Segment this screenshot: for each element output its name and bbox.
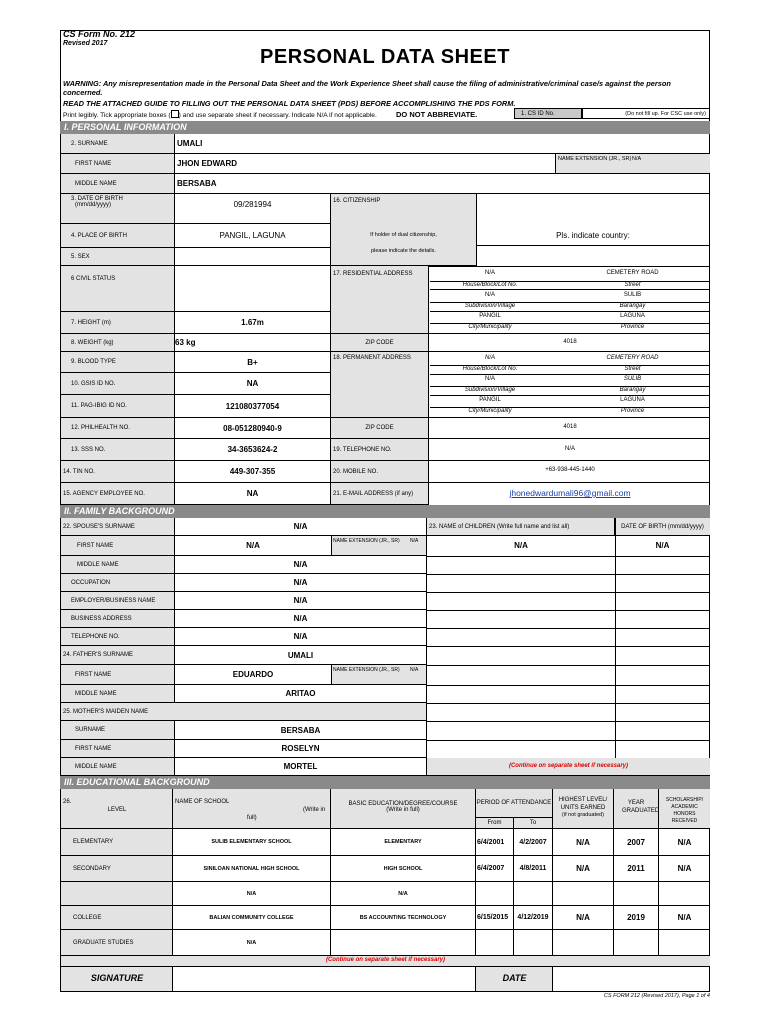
page-footer: CS FORM 212 (Revised 2017), Page 1 of 4	[603, 993, 710, 999]
mother-middle-label: MIDDLE NAME	[61, 758, 175, 776]
spouse-ext-cell[interactable]	[331, 536, 427, 556]
telephone-label: 19. TELEPHONE NO.	[331, 439, 429, 461]
edu-course-cell[interactable]: N/A	[331, 882, 476, 906]
edu-honors-cell[interactable]: N/A	[659, 856, 710, 882]
perm-house-value[interactable]: N/A	[484, 355, 495, 361]
mother-middle-field[interactable]: MORTEL	[175, 758, 427, 776]
mobile-field[interactable]: +63-938-445-1440	[545, 467, 595, 473]
mobile-label: 20. MOBILE NO.	[331, 461, 429, 483]
agency-employee-label: 15. AGENCY EMPLOYEE NO.	[61, 483, 175, 505]
spouse-ext-label: NAME EXTENSION (JR., SR)	[333, 538, 400, 544]
father-ext-value: N/A	[410, 667, 419, 673]
sex-label: 5. SEX	[61, 248, 175, 266]
from-header: From	[476, 818, 514, 829]
gsis-label: 10. GSIS ID NO.	[61, 373, 175, 395]
perm-city-value[interactable]: PANGIL	[479, 397, 501, 403]
edu-course-cell[interactable]: BS ACCOUNTING TECHNOLOGY	[331, 906, 476, 930]
blood-type-label: 9. BLOOD TYPE	[61, 352, 175, 373]
edu-level-cell	[61, 882, 173, 906]
name-extension-label: NAME EXTENSION (JR., SR)	[558, 156, 632, 162]
first-name-label: FIRST NAME	[61, 154, 175, 174]
cs-id-field: (Do not fill up. For CSC use only)	[582, 108, 710, 119]
business-address-label: BUSINESS ADDRESS	[61, 610, 175, 628]
perm-subd-value[interactable]: N/A	[484, 376, 495, 382]
perm-house-caption: House/Block/Lot No.	[462, 366, 518, 372]
form-revision: Revised 2017	[63, 40, 108, 47]
signature-label: SIGNATURE	[90, 973, 144, 983]
edu-level-cell: SECONDARY	[61, 856, 173, 882]
father-first-label: FIRST NAME	[61, 665, 175, 685]
edu-school-cell[interactable]: BALIAN COMMUNITY COLLEGE	[173, 906, 331, 930]
res-brgy-caption: Barangay	[619, 303, 646, 309]
cs-id-label: 1. CS ID No.	[514, 108, 582, 119]
email-label: 21. E-MAIL ADDRESS (if any)	[331, 483, 429, 505]
to-header: To	[514, 818, 553, 829]
perm-subd-caption: Subdivision/Village	[464, 387, 516, 393]
sss-label: 13. SSS NO.	[61, 439, 175, 461]
edu-school-cell[interactable]: SINILOAN NATIONAL HIGH SCHOOL	[173, 856, 331, 882]
father-surname-field[interactable]: UMALI	[175, 646, 427, 665]
res-subd-value[interactable]: N/A	[484, 292, 495, 298]
res-subd-caption: Subdivision/Village	[464, 303, 516, 309]
level-header: 26. LEVEL	[61, 789, 173, 829]
edu-to-cell[interactable]	[514, 882, 553, 906]
highest-level-header: HIGHEST LEVEL/ UNITS EARNED (if not graduated)	[553, 789, 614, 829]
mother-first-field[interactable]: ROSELYN	[175, 740, 427, 758]
child-name-field[interactable]: N/A	[514, 541, 528, 550]
spouse-surname-field[interactable]: N/A	[175, 518, 427, 536]
child-dob-field[interactable]: N/A	[655, 541, 670, 550]
philhealth-field[interactable]: 08-051280940-9	[175, 418, 331, 439]
honors-header: SCHOLARSHIP/ ACADEMIC HONORS RECEIVED	[659, 789, 710, 829]
section-educational-background: III. EDUCATIONAL BACKGROUND	[60, 776, 710, 789]
occupation-field[interactable]: N/A	[175, 574, 427, 592]
course-header: BASIC EDUCATION/DEGREE/COURSE (Write in full)	[331, 789, 476, 829]
form-number: CS Form No. 212	[63, 29, 136, 39]
mother-first-label: FIRST NAME	[61, 740, 175, 758]
res-brgy-value[interactable]: SULIB	[623, 292, 642, 298]
edu-to-cell[interactable]: 4/12/2019	[514, 906, 553, 930]
height-label: 7. HEIGHT (m)	[61, 312, 175, 334]
edu-honors-cell[interactable]	[659, 882, 710, 906]
edu-year-cell[interactable]	[614, 882, 659, 906]
section-family-background: II. FAMILY BACKGROUND	[60, 505, 710, 518]
tick-box	[171, 110, 179, 118]
gsis-field[interactable]: NA	[175, 373, 331, 395]
warning-text: WARNING: Any misrepresentation made in the Personal Data Sheet and the Work Experience Sheet shall cause the filing of administrative/criminal case/s against the person concerned.	[63, 79, 671, 97]
spouse-telephone-field[interactable]: N/A	[175, 628, 427, 646]
res-prov-value[interactable]: LAGUNA	[620, 313, 645, 319]
spouse-surname-label: 22. SPOUSE'S SURNAME	[61, 518, 175, 536]
perm-street-value[interactable]: CEMETERY ROAD	[606, 355, 659, 361]
father-middle-field[interactable]: ARITAO	[175, 685, 427, 703]
occupation-label: OCCUPATION	[61, 574, 175, 592]
perm-street-caption: Street	[624, 366, 641, 372]
father-ext-label: NAME EXTENSION (JR., SR)	[333, 667, 400, 673]
edu-highest-cell[interactable]: N/A	[553, 829, 614, 856]
mother-maiden-label: 25. MOTHER'S MAIDEN NAME	[61, 703, 427, 721]
spouse-ext-value: N/A	[410, 538, 419, 544]
residential-address-label: 17. RESIDENTIAL ADDRESS	[331, 266, 429, 334]
no-abbreviate-note: DO NOT ABBREVIATE.	[396, 110, 478, 119]
edu-school-cell[interactable]: SULIB ELEMENTARY SCHOOL	[173, 829, 331, 856]
edu-from-cell[interactable]	[476, 882, 514, 906]
res-city-caption: City/Municipality	[468, 324, 512, 330]
school-header: NAME OF SCHOOL (Write in full)	[173, 789, 331, 829]
spouse-first-label: FIRST NAME	[61, 536, 175, 556]
guide-text: READ THE ATTACHED GUIDE TO FILLING OUT THE PERSONAL DATA SHEET (PDS) BEFORE ACCOMPLISHING THE PDS FORM.	[63, 99, 516, 108]
civil-status-label: 6 CIVIL STATUS	[61, 266, 175, 312]
dual-citizenship-note-2: please indicate the details.	[371, 248, 436, 254]
dob-label: 3. DATE OF BIRTH (mm/dd/yyyy)	[61, 194, 175, 224]
mother-surname-field[interactable]: BERSABA	[175, 721, 427, 740]
edu-level-cell: ELEMENTARY	[61, 829, 173, 856]
place-of-birth-label: 4. PLACE OF BIRTH	[61, 224, 175, 248]
father-middle-label: MIDDLE NAME	[61, 685, 175, 703]
middle-name-field[interactable]: BERSABA	[175, 174, 710, 194]
father-surname-label: 24. FATHER'S SURNAME	[61, 646, 175, 665]
edu-to-cell[interactable]: 4/8/2011	[514, 856, 553, 882]
place-of-birth-field[interactable]: PANGIL, LAGUNA	[175, 224, 331, 248]
middle-name-label: MIDDLE NAME	[61, 174, 175, 194]
edu-year-cell[interactable]: 2011	[614, 856, 659, 882]
employer-label: EMPLOYER/BUSINESS NAME	[61, 592, 175, 610]
name-extension-cell[interactable]	[555, 154, 710, 174]
philhealth-label: 12. PHILHEALTH NO.	[61, 418, 175, 439]
edu-from-cell[interactable]: 6/4/2001	[476, 829, 514, 856]
perm-brgy-value[interactable]: SULIB	[623, 376, 642, 382]
sss-field[interactable]: 34-3653624-2	[175, 439, 331, 461]
res-zip-label: ZIP CODE	[331, 334, 429, 352]
perm-prov-value[interactable]: LAGUNA	[620, 397, 645, 403]
perm-zip-label: ZIP CODE	[331, 418, 429, 439]
pagibig-label: 11. PAG-IBIG ID NO.	[61, 395, 175, 418]
edu-from-cell[interactable]: 6/15/2015	[476, 906, 514, 930]
period-header: PERIOD OF ATTENDANCE	[476, 789, 553, 818]
edu-school-cell[interactable]: N/A	[173, 882, 331, 906]
spouse-first-field[interactable]: N/A	[175, 536, 331, 556]
edu-highest-cell[interactable]: N/A	[553, 906, 614, 930]
dual-citizenship-note: If holder of dual citizenship,	[370, 232, 437, 238]
spouse-middle-label: MIDDLE NAME	[61, 556, 175, 574]
weight-label: 8. WEIGHT (kg)	[61, 334, 175, 352]
perm-prov-caption: Province	[620, 408, 645, 414]
perm-brgy-caption: Barangay	[619, 387, 646, 393]
year-graduated-header: YEAR GRADUATED	[614, 789, 659, 829]
spouse-middle-field[interactable]: N/A	[175, 556, 427, 574]
date-label: DATE	[502, 973, 527, 983]
res-house-caption: House/Block/Lot No.	[462, 282, 518, 288]
mother-surname-label: SURNAME	[61, 721, 175, 740]
business-address-field[interactable]: N/A	[175, 610, 427, 628]
surname-label: 2. SURNAME	[61, 134, 175, 154]
edu-honors-cell[interactable]	[659, 930, 710, 956]
print-instruction: Print legibly. Tick appropriate boxes ( ) and use separate sheet if necessary. Indicate N/A if not applicable.	[63, 112, 377, 119]
edu-year-cell[interactable]: 2007	[614, 829, 659, 856]
telephone-field[interactable]: N/A	[564, 446, 575, 452]
email-field[interactable]: jhonedwardumali96@gmail.com	[509, 488, 631, 498]
weight-field[interactable]: 63 kg	[175, 334, 331, 352]
dob-field[interactable]: 09/281994	[175, 194, 331, 224]
edu-year-cell[interactable]	[614, 930, 659, 956]
edu-course-cell[interactable]	[331, 930, 476, 956]
citizenship-label: 16. CITIZENSHIP	[331, 194, 476, 266]
res-house-value[interactable]: N/A	[484, 270, 495, 276]
page-title: PERSONAL DATA SHEET	[260, 46, 510, 68]
signature-field[interactable]	[173, 967, 476, 991]
family-continue-note: (Continue on separate sheet if necessary)	[508, 763, 629, 769]
edu-highest-cell[interactable]	[553, 930, 614, 956]
father-ext-cell[interactable]	[331, 665, 427, 685]
edu-to-cell[interactable]: 4/2/2007	[514, 829, 553, 856]
res-city-value[interactable]: PANGIL	[479, 313, 501, 319]
civil-status-field[interactable]	[175, 266, 331, 312]
agency-employee-field[interactable]: NA	[175, 483, 331, 505]
edu-from-cell[interactable]	[476, 930, 514, 956]
edu-continue-note: (Continue on separate sheet if necessary)	[325, 957, 446, 963]
pagibig-field[interactable]: 121080377054	[175, 395, 331, 418]
res-street-value[interactable]: CEMETERY ROAD	[606, 270, 659, 276]
father-first-field[interactable]: EDUARDO	[175, 665, 331, 685]
edu-level-cell: COLLEGE	[61, 906, 173, 930]
permanent-address-label: 18. PERMANENT ADDRESS	[331, 352, 429, 420]
surname-field[interactable]: UMALI	[175, 134, 710, 154]
res-prov-caption: Province	[620, 324, 645, 330]
edu-level-cell: GRADUATE STUDIES	[61, 930, 173, 956]
perm-zip-value[interactable]: 4018	[563, 424, 577, 430]
edu-highest-cell[interactable]	[553, 882, 614, 906]
edu-course-cell[interactable]: HIGH SCHOOL	[331, 856, 476, 882]
edu-school-cell[interactable]: N/A	[173, 930, 331, 956]
edu-from-cell[interactable]: 6/4/2007	[476, 856, 514, 882]
children-label: 23. NAME of CHILDREN (Write full name and list all)	[427, 518, 615, 536]
edu-highest-cell[interactable]: N/A	[553, 856, 614, 882]
spouse-telephone-label: TELEPHONE NO.	[61, 628, 175, 646]
sex-field[interactable]	[175, 248, 331, 266]
employer-field[interactable]: N/A	[175, 592, 427, 610]
edu-honors-cell[interactable]: N/A	[659, 906, 710, 930]
res-zip-value[interactable]: 4018	[563, 339, 577, 345]
blood-type-field[interactable]: B+	[175, 352, 331, 373]
perm-city-caption: City/Municipality	[468, 408, 512, 414]
child-dob-label: DATE OF BIRTH (mm/dd/yyyy)	[615, 518, 710, 536]
date-field[interactable]	[553, 967, 710, 991]
edu-year-cell[interactable]: 2019	[614, 906, 659, 930]
res-street-caption: Street	[624, 282, 641, 288]
edu-course-cell[interactable]: ELEMENTARY	[331, 829, 476, 856]
tin-label: 14. TIN NO.	[61, 461, 175, 483]
edu-to-cell[interactable]	[514, 930, 553, 956]
section-personal-info: I. PERSONAL INFORMATION	[60, 121, 710, 134]
first-name-field[interactable]: JHON EDWARD	[175, 154, 555, 174]
name-extension-value: N/A	[632, 156, 642, 162]
edu-honors-cell[interactable]: N/A	[659, 829, 710, 856]
tin-field[interactable]: 449-307-355	[175, 461, 331, 483]
country-label: Pls. indicate country:	[556, 231, 630, 240]
height-field[interactable]: 1.67m	[175, 312, 331, 334]
